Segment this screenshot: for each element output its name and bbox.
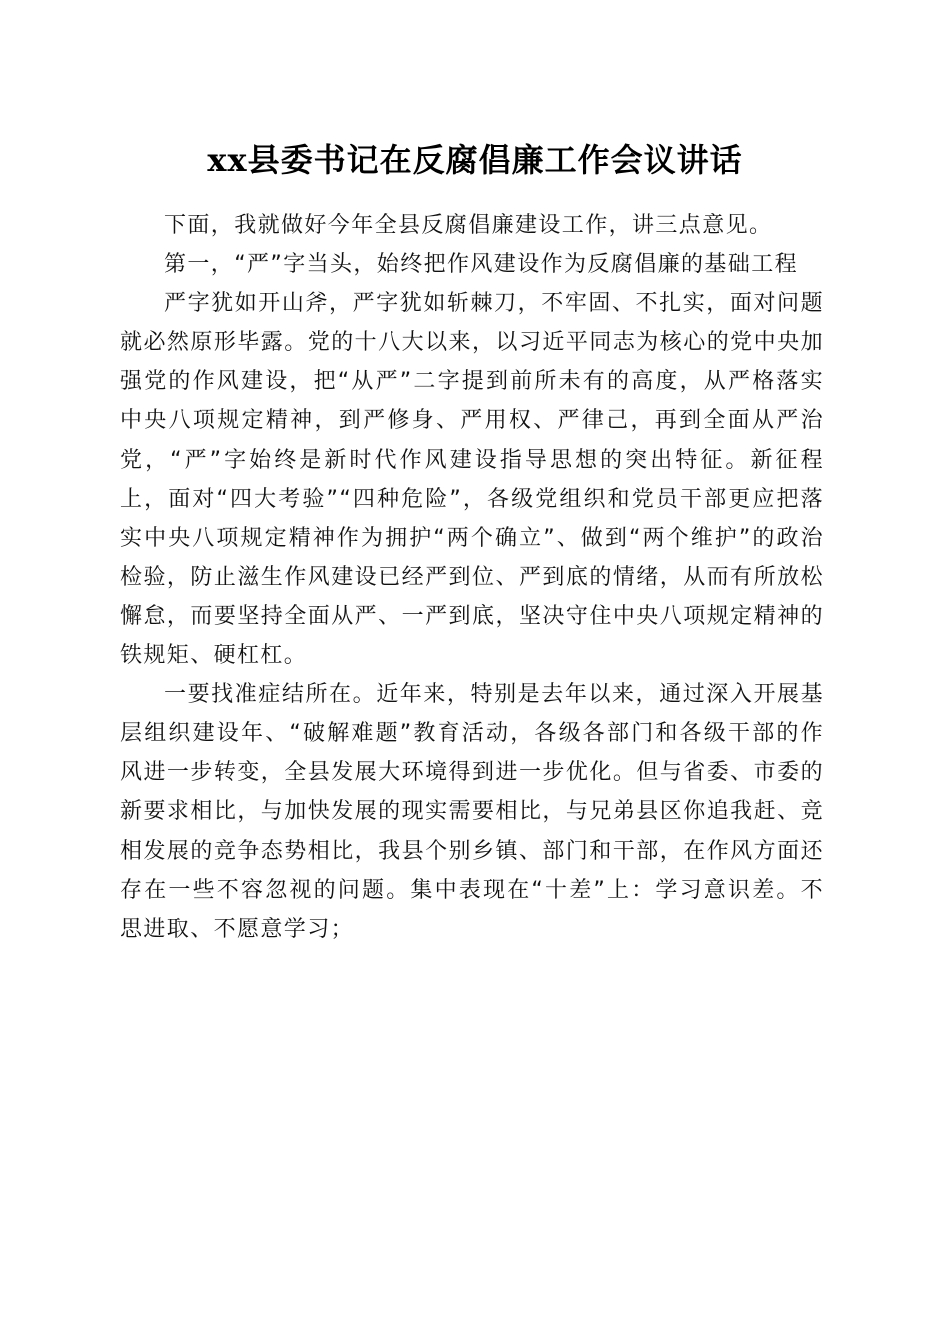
document-body <box>120 206 824 949</box>
paragraph-strict: 严字犹如开山斧，严字犹如斩棘刀，不牢固、不扎实，面对问题就必然原形毕露。党的十八大以来，以习近平同志为核心的党中央加强党的作风建设，把“从严”二字提到前所未有的高度，从严格落实中央八项规定精神，到严修身、严用权、严律己，再到全面从严治党，“严”字始终是新时代作风建设指导思想的突出特征。新征程上，面对“四大考验”“四种危险”，各级党组织和党员干部更应把落实中央八项规定精神作为拥护“两个确立”、做到“两个维护”的政治检验，防止滋生作风建设已经严到位、严到底的情绪，从而有所放松懈怠，而要坚持全面从严、一严到底，坚决守住中央八项规定精神的铁规矩、硬杠杠。 <box>120 291 824 669</box>
document-title: xx县委书记在反腐倡廉工作会议讲话 <box>207 141 743 179</box>
paragraph-find-crux: 一要找准症结所在。近年来，特别是去年以来，通过深入开展基层组织建设年、“破解难题”教育活动，各级各部门和各级干部的作风进一步转变，全县发展大环境得到进一步优化。但与省委、市委的新要求相比，与加快发展的现实需要相比，与兄弟县区你追我赶、竞相发展的竞争态势相比，我县个别乡镇、部门和干部，在作风方面还存在一些不容忽视的问题。集中表现在“十差”上：学习意识差。不思进取、不愿意学习； <box>120 682 824 942</box>
paragraph-intro: 下面，我就做好今年全县反腐倡廉建设工作，讲三点意见。 <box>164 213 773 238</box>
section-heading-first: 第一，“严”字当头，始终把作风建设作为反腐倡廉的基础工程 <box>164 252 798 278</box>
